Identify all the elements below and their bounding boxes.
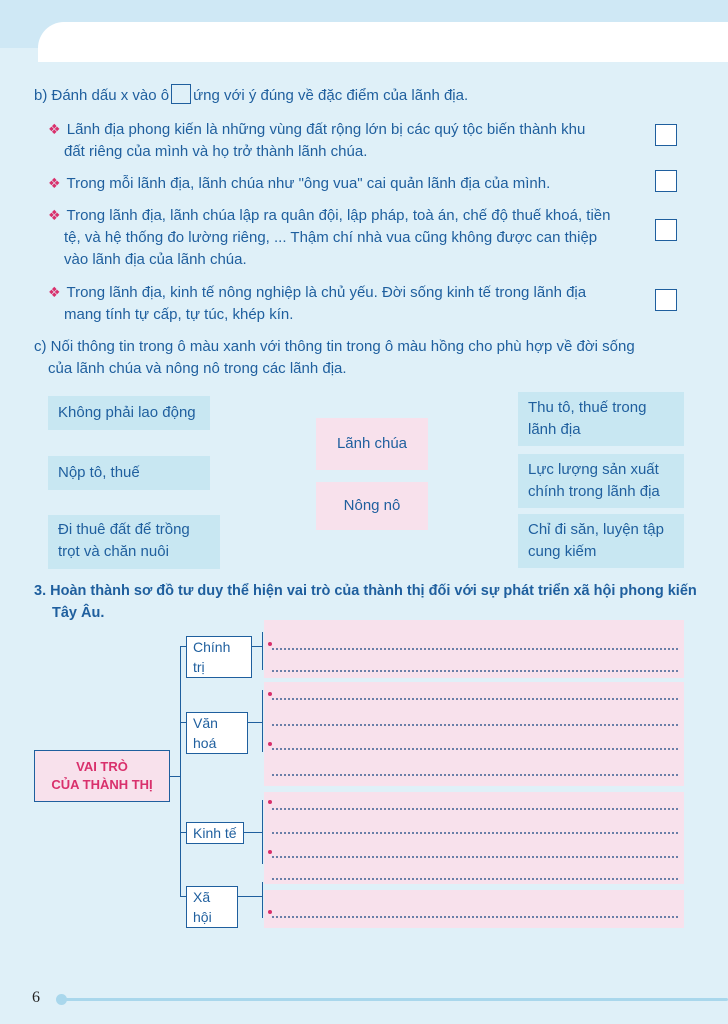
right-box-3-line-1: Chỉ đi săn, luyện tập [528,521,664,538]
leaf-connector-2 [248,722,262,723]
example-checkbox [171,84,191,104]
statement-2-line-1: Trong mỗi lãnh địa, lãnh chúa như "ông vua" cai quản lãnh địa của mình. [66,175,551,192]
answer-line[interactable] [272,856,678,858]
statement-1-line-1: Lãnh địa phong kiến là những vùng đất rộng lớn bị các quý tộc biến thành khu [66,121,586,138]
statement-3 [48,204,648,271]
top-band-corner [38,22,728,62]
middle-box-serf[interactable] [316,482,428,530]
branch-politics-label: Chính trị [193,639,231,675]
diamond-bullet-icon: ❖ [48,207,61,223]
answer-bullet-dot [268,692,272,696]
right-box-production-force[interactable] [518,454,684,508]
center-node-line-2: CỦA THÀNH THỊ [51,777,153,792]
right-box-3-line-2: cung kiếm [528,543,597,560]
leaf-bracket-3 [262,800,263,864]
right-box-1-line-1: Thu tô, thuế trong [528,399,647,416]
statement-4 [48,281,638,326]
statement-1-checkbox[interactable] [655,124,677,146]
leaf-connector-1 [252,646,262,647]
branch-politics [186,636,252,678]
part-c-instruction-line-2: của lãnh chúa và nông nô trong các lãnh địa. [48,360,347,377]
part-c-instruction [34,336,714,380]
diamond-bullet-icon: ❖ [48,121,61,137]
middle-box-serf-text: Nông nô [343,497,401,514]
diamond-bullet-icon: ❖ [48,284,61,300]
statement-1 [48,118,628,163]
answer-bullet-dot [268,642,272,646]
statement-2 [48,172,628,195]
branch-economy [186,822,244,844]
answer-line[interactable] [272,808,678,810]
branch-economy-label: Kinh tế [193,825,237,841]
answer-line[interactable] [272,670,678,672]
answer-bullet-dot [268,742,272,746]
middle-box-lord-text: Lãnh chúa [336,435,408,452]
answer-line[interactable] [272,724,678,726]
statement-4-line-1: Trong lãnh địa, kinh tế nông nghiệp là chủ yếu. Đời sống kinh tế trong lãnh địa [66,284,587,301]
statement-2-checkbox[interactable] [655,170,677,192]
branch-culture [186,712,248,754]
statement-3-line-1: Trong lãnh địa, lãnh chúa lập ra quân đội, lập pháp, toà án, chế độ thuế khoá, tiền [66,207,611,224]
answer-line[interactable] [272,748,678,750]
center-node-line-1: VAI TRÒ [76,759,128,774]
trunk-line [180,646,181,896]
right-box-2-line-2: chính trong lãnh địa [528,483,660,500]
right-box-hunting[interactable] [518,514,684,568]
answer-line[interactable] [272,916,678,918]
answer-line[interactable] [272,832,678,834]
diamond-bullet-icon: ❖ [48,175,61,191]
page-number: 6 [32,989,40,1006]
question-3-line-1: 3. Hoàn thành sơ đồ tư duy thể hiện vai trò của thành thị đối với sự phát triển xã hội phong kiến [34,583,697,599]
right-box-collect-rent[interactable] [518,392,684,446]
answer-line[interactable] [272,698,678,700]
answer-bullet-dot [268,850,272,854]
left-box-3-line-2: trọt và chăn nuôi [58,543,169,560]
left-box-1-text: Không phải lao động [58,404,196,421]
leaf-bracket-4 [262,882,263,918]
statement-4-checkbox[interactable] [655,289,677,311]
answer-panel-economy [264,792,684,884]
right-box-2-line-1: Lực lượng sản xuất [528,461,659,478]
statement-3-line-3: vào lãnh địa của lãnh chúa. [64,251,247,268]
center-node [34,750,170,802]
branch-culture-label: Văn hoá [193,715,218,751]
right-box-1-line-2: lãnh địa [528,421,581,438]
statement-3-line-2: tệ, và hệ thống đo lường riêng, ... Thậm chí nhà vua cũng không được can thiệp [64,229,598,246]
answer-line[interactable] [272,648,678,650]
center-connector [170,776,180,777]
answer-panel-society [264,890,684,928]
part-c-instruction-line-1: c) Nối thông tin trong ô màu xanh với thông tin trong ô màu hồng cho phù hợp về đời sống [34,338,635,355]
instruction-text-after: ứng với ý đúng về đặc điểm của lãnh địa. [193,87,469,104]
leaf-bracket-2 [262,690,263,752]
statement-4-line-2: mang tính tự cấp, tự túc, khép kín. [64,306,294,323]
instruction-text-before: b) Đánh dấu x vào ô [34,87,170,104]
left-box-2-text: Nộp tô, thuế [58,464,140,481]
left-box-rent-land[interactable] [48,515,220,569]
statement-3-checkbox[interactable] [655,219,677,241]
left-box-not-working[interactable] [48,396,210,430]
leaf-connector-4 [238,896,262,897]
answer-line[interactable] [272,774,678,776]
branch-society-label: Xã hội [193,889,212,925]
answer-bullet-dot [268,800,272,804]
part-b-instruction [34,84,468,107]
statement-1-line-2: đất riêng của mình và họ trở thành lãnh chúa. [64,143,368,160]
branch-society [186,886,238,928]
question-3-line-2: Tây Âu. [52,605,105,621]
answer-bullet-dot [268,910,272,914]
left-box-3-line-1: Đi thuê đất để trồng [58,521,190,538]
footer-line [62,998,728,1001]
leaf-bracket-1 [262,632,263,670]
middle-box-lord[interactable] [316,418,428,470]
leaf-connector-3 [244,832,262,833]
left-box-pay-rent[interactable] [48,456,210,490]
question-3-heading [34,580,724,624]
answer-line[interactable] [272,878,678,880]
